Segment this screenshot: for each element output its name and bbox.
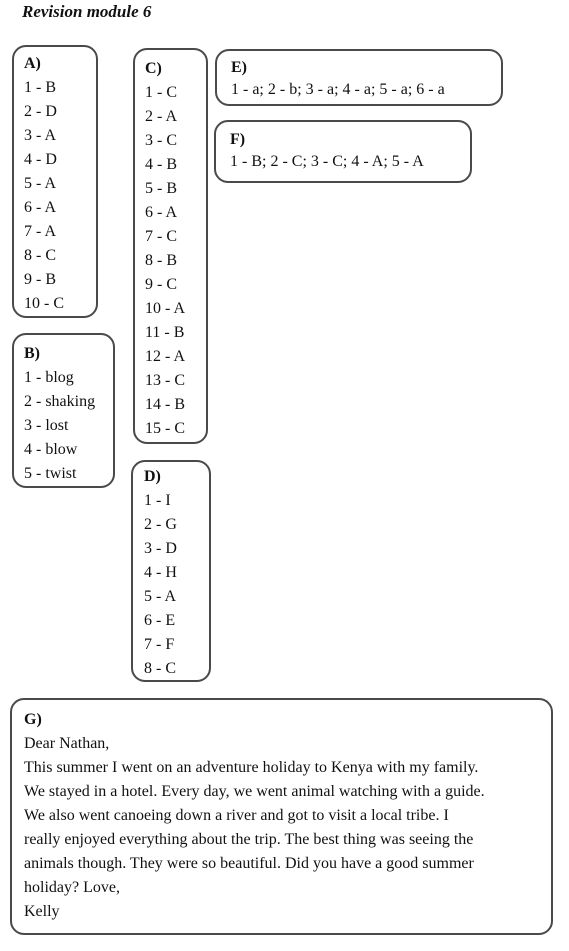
answer-box-f: [214, 120, 472, 183]
answer-item-a: 5 - A: [24, 175, 56, 192]
answer-item-c: 1 - C: [145, 84, 177, 101]
answer-box-e: [215, 49, 503, 106]
answer-item-c: 8 - B: [145, 252, 177, 269]
letter-line: animals though. They were so beautiful. Did you have a good summer: [24, 855, 474, 872]
answer-item-d: 3 - D: [144, 540, 177, 557]
answer-item-c: 15 - C: [145, 420, 185, 437]
answer-item-a: 9 - B: [24, 271, 56, 288]
answer-item-c: 9 - C: [145, 276, 177, 293]
answer-text-e: 1 - a; 2 - b; 3 - a; 4 - a; 5 - a; 6 - a: [231, 81, 445, 98]
answer-box-d: [131, 460, 211, 682]
letter-line: Kelly: [24, 903, 60, 920]
answer-item-a: 4 - D: [24, 151, 57, 168]
section-label-b: B): [24, 345, 40, 362]
answer-item-d: 6 - E: [144, 612, 176, 629]
letter-line: really enjoyed everything about the trip. The best thing was seeing the: [24, 831, 474, 848]
answer-item-c: 6 - A: [145, 204, 177, 221]
answer-item-a: 2 - D: [24, 103, 57, 120]
answer-item-b: 3 - lost: [24, 417, 69, 434]
answer-item-b: 4 - blow: [24, 441, 78, 458]
section-label-e: E): [231, 59, 247, 76]
page-title: Revision module 6: [22, 2, 152, 21]
answer-item-b: 2 - shaking: [24, 393, 96, 410]
answer-item-d: 4 - H: [144, 564, 177, 581]
answer-item-d: 1 - I: [144, 492, 171, 509]
answer-item-d-list: [144, 489, 209, 681]
answer-item-a: 8 - C: [24, 247, 56, 264]
section-label-a: A): [24, 55, 41, 72]
answer-item-c: 11 - B: [145, 324, 185, 341]
answer-box-c: [133, 48, 208, 444]
answer-item-a: 3 - A: [24, 127, 56, 144]
answer-box-a: [12, 45, 98, 318]
letter-line: We stayed in a hotel. Every day, we went animal watching with a guide.: [24, 783, 485, 800]
section-label-d: D): [144, 468, 161, 485]
answer-item-c: 3 - C: [145, 132, 177, 149]
answer-item-d: 7 - F: [144, 636, 175, 653]
answer-item-c: 10 - A: [145, 300, 185, 317]
answer-item-c-list: [145, 81, 206, 441]
answer-item-c: 12 - A: [145, 348, 185, 365]
answer-item-c: 14 - B: [145, 396, 185, 413]
answer-item-d: 2 - G: [144, 516, 177, 533]
letter-line: This summer I went on an adventure holiday to Kenya with my family.: [24, 759, 479, 776]
answer-item-a: 1 - B: [24, 79, 56, 96]
letter-line: We also went canoeing down a river and got to visit a local tribe. I: [24, 807, 449, 824]
answer-item-b: 5 - twist: [24, 465, 77, 482]
answer-item-b: 1 - blog: [24, 369, 74, 386]
answer-item-b-list: [24, 366, 113, 486]
answer-item-a-list: [24, 76, 96, 316]
answer-box-b: [12, 333, 115, 488]
answer-text-f: 1 - B; 2 - C; 3 - C; 4 - A; 5 - A: [230, 153, 424, 170]
answer-item-d: 5 - A: [144, 588, 176, 605]
section-label-c: C): [145, 60, 162, 77]
letter-line: Dear Nathan,: [24, 735, 110, 752]
answer-item-d: 8 - C: [144, 660, 176, 677]
answer-item-c: 4 - B: [145, 156, 177, 173]
answer-item-c: 5 - B: [145, 180, 177, 197]
answer-item-c: 2 - A: [145, 108, 177, 125]
answer-item-c: 7 - C: [145, 228, 177, 245]
letter-line: holiday? Love,: [24, 879, 120, 896]
answer-item-c: 13 - C: [145, 372, 185, 389]
letter-line-list: [24, 732, 551, 924]
answer-item-a: 10 - C: [24, 295, 64, 312]
answer-box-g: [10, 698, 553, 935]
section-label-f: F): [230, 131, 246, 148]
answer-item-a: 7 - A: [24, 223, 56, 240]
section-label-g: G): [24, 711, 42, 728]
answer-item-a: 6 - A: [24, 199, 56, 216]
